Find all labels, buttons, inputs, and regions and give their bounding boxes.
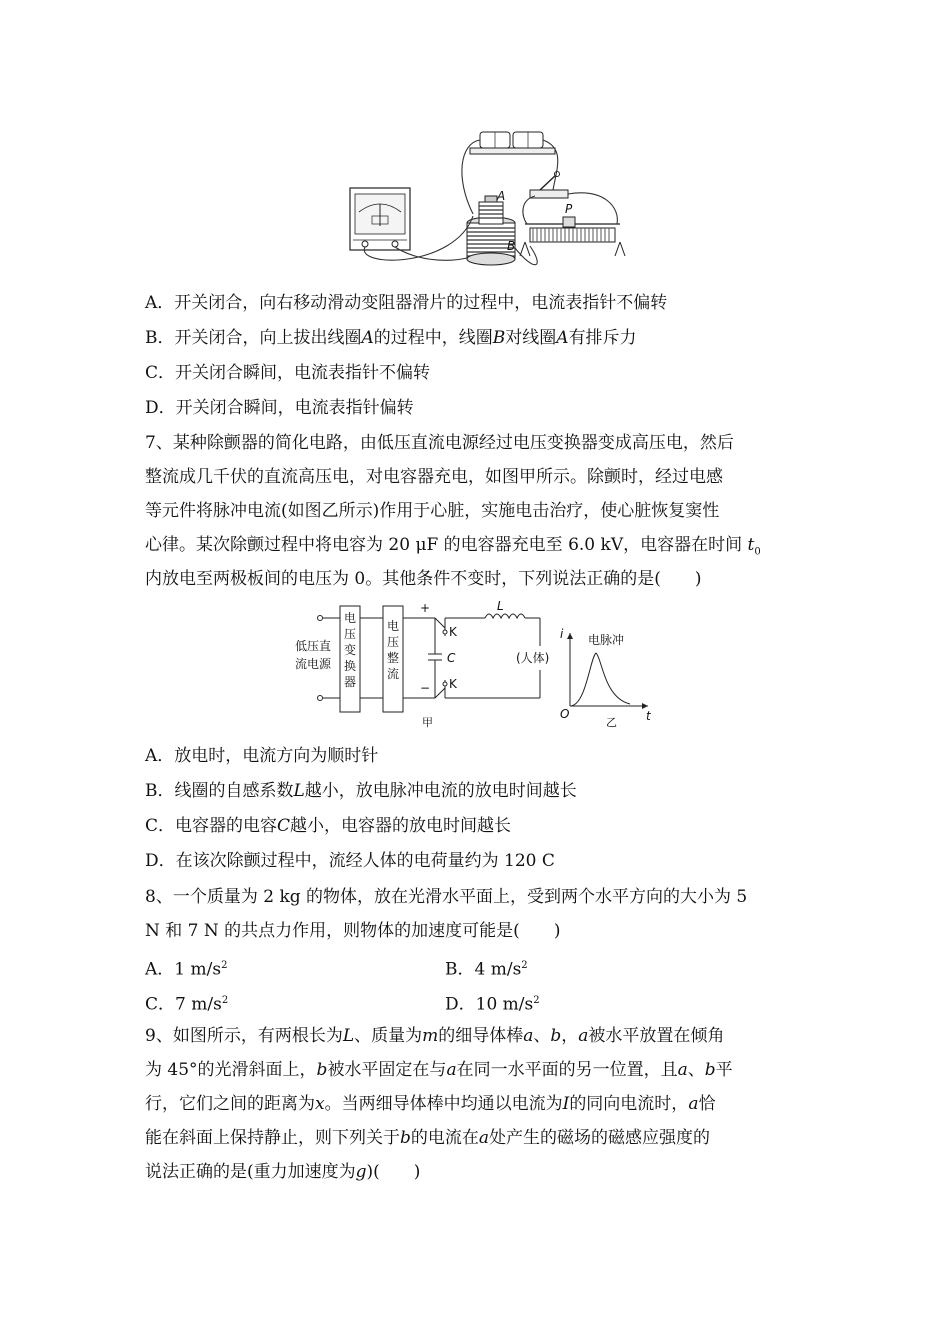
graph-title: 电脉冲 — [588, 633, 625, 647]
q7-option-d[interactable]: D．在该次除颤过程中，流经人体的电荷量约为 120 C — [145, 851, 555, 871]
label-slider-p: P — [565, 202, 573, 216]
q6-option-a[interactable]: A．开关闭合，向右移动滑动变阻器滑片的过程中，电流表指针不偏转 — [145, 293, 668, 313]
label-coil-b: B — [507, 239, 516, 253]
q7-option-c[interactable]: C．电容器的电容C越小，电容器的放电时间越长 — [145, 816, 512, 836]
q8-option-d[interactable]: D．10 $m/s^2$ — [445, 994, 540, 1015]
caption-yi: 乙 — [606, 716, 617, 729]
q7-defibrillator-figure — [290, 598, 660, 738]
rheostat-icon — [520, 217, 625, 256]
body-label: (人体) — [516, 651, 550, 665]
q9-stem-line-1: 9、如图所示，有两根长为L、质量为m的细导体棒a、b，a被水平放置在倾角 — [145, 1026, 725, 1046]
q6-option-b[interactable]: B．开关闭合，向上拔出线圈A的过程中，线圈B对线圈A有排斥力 — [145, 328, 637, 348]
converter-char-2: 压 — [344, 627, 357, 641]
converter-char-3: 变 — [344, 643, 357, 657]
label-coil-a: A — [497, 189, 506, 203]
q7-option-b[interactable]: B．线圈的自感系数L越小，放电脉冲电流的放电时间越长 — [145, 781, 577, 801]
switch-k-bottom: K — [449, 677, 457, 691]
graph-axis-i: i — [560, 627, 564, 641]
caption-jia: 甲 — [422, 716, 433, 729]
inductor-label: L — [497, 599, 504, 613]
converter-char-5: 器 — [344, 675, 357, 689]
rectifier-char-2: 压 — [387, 635, 400, 649]
q7-option-a[interactable]: A．放电时，电流方向为顺时针 — [145, 746, 379, 766]
q9-stem-line-4: 能在斜面上保持静止，则下列关于b的电流在a处产生的磁场的磁感应强度的 — [145, 1128, 711, 1148]
q8-stem-line-2: N 和 7 N 的共点力作用，则物体的加速度可能是( ) — [145, 921, 561, 941]
q9-stem-line-5: 说法正确的是(重力加速度为g)( ) — [145, 1162, 421, 1182]
q7-stem-line-3: 等元件将脉冲电流(如图乙所示)作用于心脏，实施电击治疗，使心脏恢复窦性 — [145, 501, 720, 521]
battery-icon — [470, 132, 555, 154]
q7-stem-line-4: 心律。某次除颤过程中将电容为 20 μF 的电容器充电至 6.0 kV，电容器在时间 $t_0$ — [145, 535, 761, 558]
switch-k-top: K — [449, 625, 457, 639]
q8-option-c[interactable]: C．7 $m/s^2$ — [145, 994, 229, 1015]
galvanometer-icon — [350, 188, 410, 250]
capacitor-label: C — [447, 651, 456, 665]
q8-option-b[interactable]: B．4 $m/s^2$ — [445, 959, 528, 980]
q6-circuit-figure — [345, 128, 630, 273]
q6-option-c[interactable]: C．开关闭合瞬间，电流表指针不偏转 — [145, 363, 431, 383]
q9-stem-line-2: 为 45°的光滑斜面上，b被水平固定在与a在同一水平面的另一位置，且a、b平 — [145, 1060, 733, 1080]
graph-origin: O — [560, 707, 570, 721]
q7-stem-line-1: 7、某种除颤器的简化电路，由低压直流电源经过电压变换器变成高压电，然后 — [145, 433, 734, 453]
switch-icon — [530, 172, 568, 199]
q7-stem-line-2: 整流成几千伏的直流高压电，对电容器充电，如图甲所示。除颤时，经过电感 — [145, 467, 723, 487]
rectifier-char-3: 整 — [387, 651, 400, 665]
source-label-1: 低压直 — [295, 639, 332, 653]
q9-stem-line-3: 行，它们之间的距离为x。当两细导体棒中均通以电流为I的同向电流时，a恰 — [145, 1094, 716, 1114]
converter-char-4: 换 — [344, 659, 357, 673]
converter-char-1: 电 — [344, 611, 357, 625]
q6-option-d[interactable]: D．开关闭合瞬间，电流表指针偏转 — [145, 398, 414, 418]
rectifier-char-4: 流 — [387, 667, 400, 681]
source-label-2: 流电源 — [295, 657, 332, 671]
plus-sign: + — [420, 601, 431, 615]
q7-stem-line-5: 内放电至两极板间的电压为 0。其他条件不变时，下列说法正确的是( ) — [145, 569, 702, 589]
q8-option-a[interactable]: A．1 $m/s^2$ — [145, 959, 228, 980]
minus-sign: − — [420, 681, 431, 695]
graph-axis-t: t — [646, 709, 651, 723]
rectifier-char-1: 电 — [387, 619, 400, 633]
q8-stem-line-1: 8、一个质量为 2 kg 的物体，放在光滑水平面上，受到两个水平方向的大小为 5 — [145, 887, 748, 907]
